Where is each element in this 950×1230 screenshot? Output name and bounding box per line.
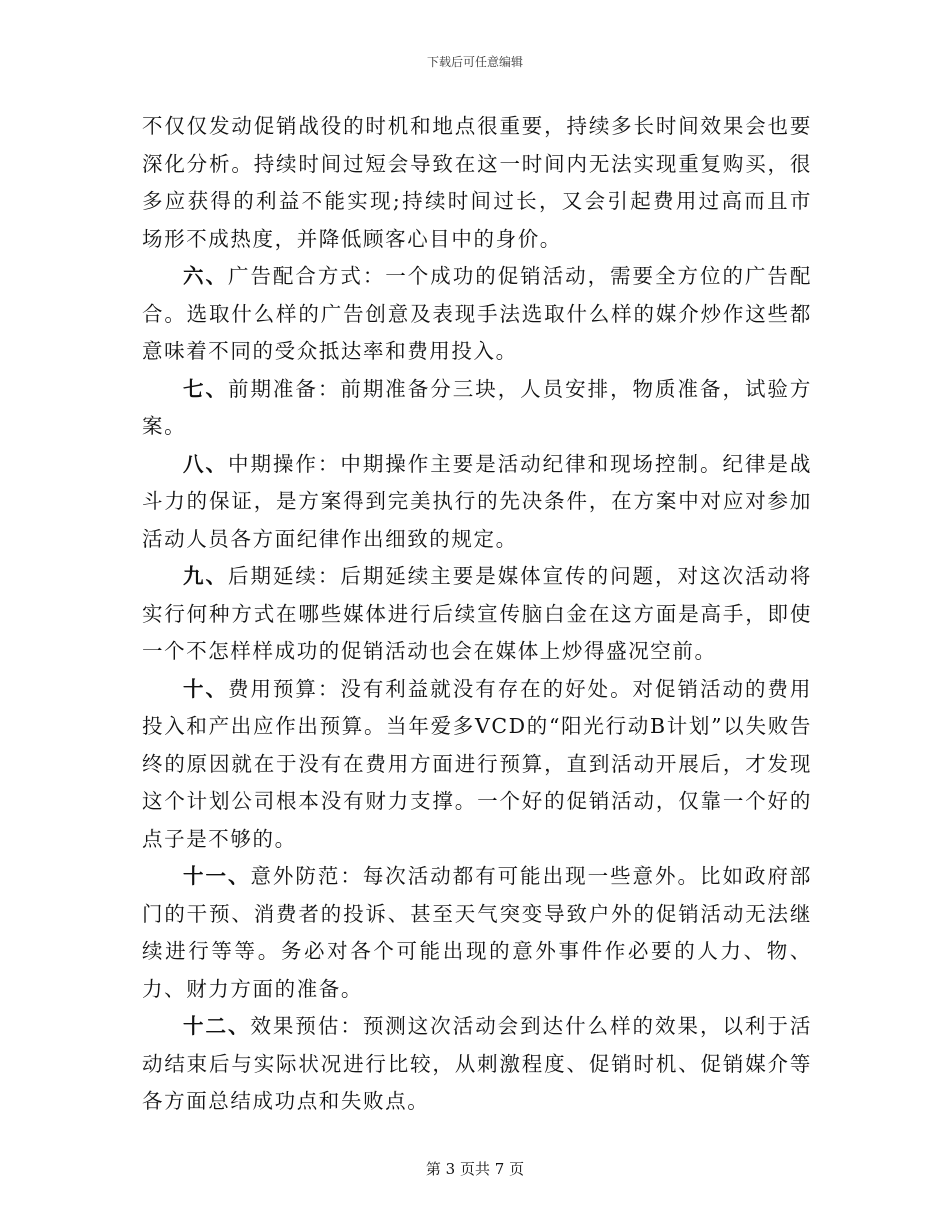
paragraph-effect-estimate: [142, 1008, 812, 1121]
paragraph-text: 不仅仅发动促销战役的时机和地点很重要，持续多长时间效果会也要深化分析。持续时间过短会导致在这一时间内无法实现重复购买，很多应获得的利益不能实现;持续时间过长，又会引起费用过高而且市场形不成热度，并降低顾客心目中的身价。: [142, 114, 812, 251]
paragraph-text: 广告配合方式：一个成功的促销活动，需要全方位的广告配合。选取什么样的广告创意及表现手法选取什么样的媒介炒作这些都意味着不同的受众抵达率和费用投入。: [142, 264, 812, 363]
section-number: 六、: [183, 264, 228, 288]
section-number: 十、: [183, 676, 228, 701]
paragraph-risk-prevention: [142, 858, 812, 1008]
paragraph-mid-operation: [142, 446, 812, 559]
section-number: 七、: [183, 376, 228, 401]
section-number: 十二、: [183, 1014, 251, 1038]
paragraph-preparation: [142, 371, 812, 446]
page-footer: 第 3 页共 7 页: [425, 1160, 525, 1178]
paragraph-budget: [142, 671, 812, 859]
paragraph-text: 效果预估：预测这次活动会到达什么样的效果，以利于活动结束后与实际状况进行比较，从刺激程度、促销时机、促销媒介等各方面总结成功点和失败点。: [142, 1014, 812, 1113]
paragraph-continuation: [142, 108, 812, 258]
paragraph-text: 后期延续：后期延续主要是媒体宣传的问题，对这次活动将实行何种方式在哪些媒体进行后续宣传脑白金在这方面是高手，即使一个不怎样样成功的促销活动也会在媒体上炒得盛况空前。: [142, 564, 812, 663]
document-body: [142, 108, 812, 1121]
paragraph-text: 中期操作：中期操作主要是活动纪律和现场控制。纪律是战斗力的保证，是方案得到完美执行的先决条件，在方案中对应对参加活动人员各方面纪律作出细致的规定。: [142, 451, 812, 551]
section-number: 八、: [183, 451, 228, 476]
page-header: 下载后可任意编辑: [426, 55, 523, 69]
paragraph-ad-coordination: [142, 258, 812, 371]
paragraph-follow-up: [142, 558, 812, 671]
section-number: 九、: [183, 564, 228, 588]
paragraph-text: 前期准备：前期准备分三块，人员安排，物质准备，试验方案。: [142, 376, 812, 438]
section-number: 十一、: [183, 864, 251, 888]
paragraph-text: 费用预算：没有利益就没有存在的好处。对促销活动的费用投入和产出应作出预算。当年爱多VCD的“阳光行动B计划”以失败告终的原因就在于没有在费用方面进行预算，直到活动开展后，才发现这个计划公司根本没有财力支撑。一个好的促销活动，仅靠一个好的点子是不够的。: [142, 676, 812, 851]
paragraph-text: 意外防范：每次活动都有可能出现一些意外。比如政府部门的干预、消费者的投诉、甚至天气突变导致户外的促销活动无法继续进行等等。务必对各个可能出现的意外事件作必要的人力、物、力、财力方面的准备。: [142, 864, 812, 1001]
